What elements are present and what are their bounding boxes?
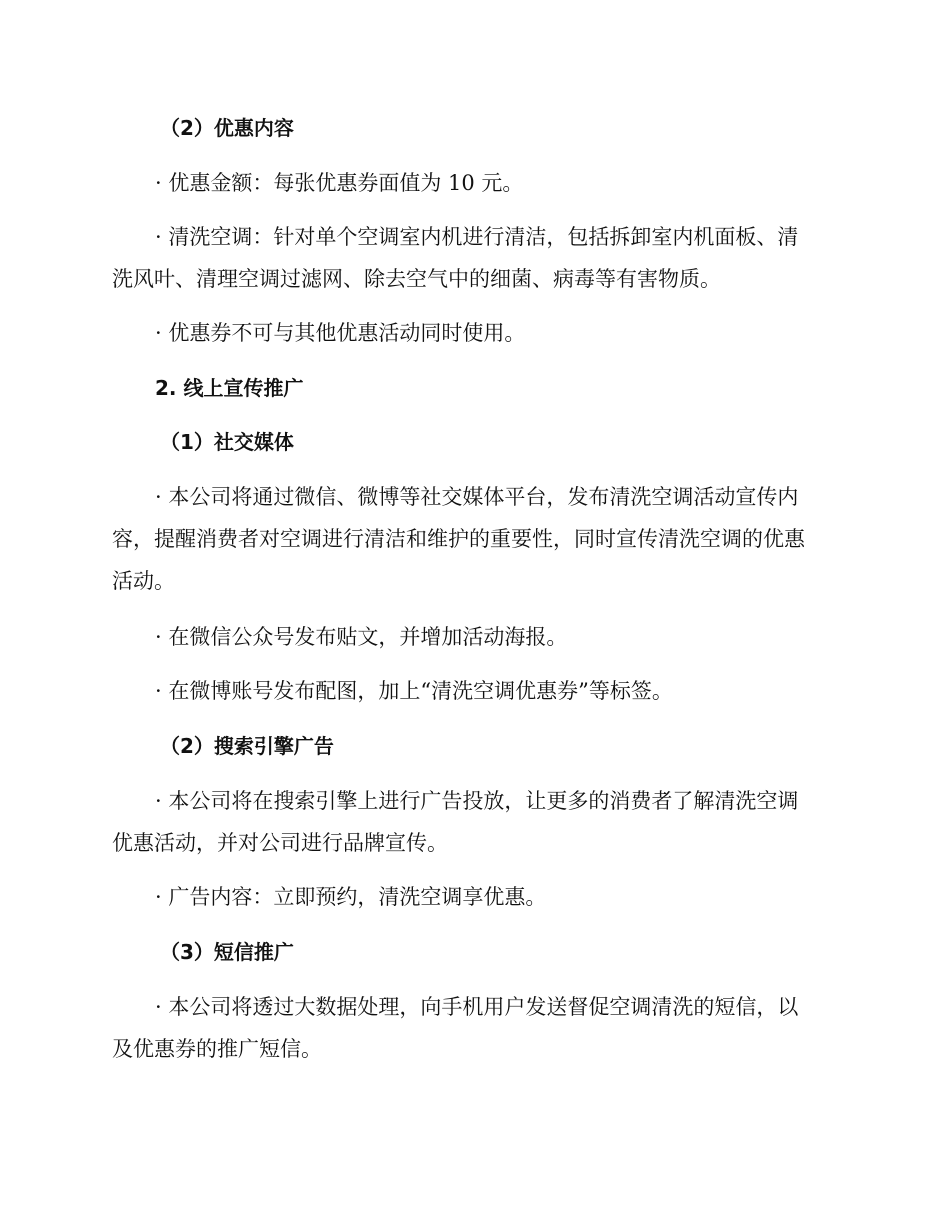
paragraph-line: · 本公司将通过微信、微博等社交媒体平台，发布清洗空调活动宣传内 bbox=[155, 485, 799, 509]
paragraph-line: · 本公司将透过大数据处理，向手机用户发送督促空调清洗的短信，以 bbox=[155, 995, 799, 1019]
paragraph-line: 洗风叶、清理空调过滤网、除去空气中的细菌、病毒等有害物质。 bbox=[112, 267, 721, 291]
section-heading-social-media: （1）社交媒体 bbox=[160, 430, 294, 454]
paragraph-line: · 清洗空调：针对单个空调室内机进行清洁，包括拆卸室内机面板、清 bbox=[155, 225, 799, 249]
section-heading-search-ads: （2）搜索引擎广告 bbox=[160, 734, 334, 758]
paragraph-line: · 广告内容：立即预约，清洗空调享优惠。 bbox=[155, 885, 547, 909]
paragraph-line: · 优惠券不可与其他优惠活动同时使用。 bbox=[155, 321, 526, 345]
section-heading-online-promotion: 2. 线上宣传推广 bbox=[155, 376, 304, 400]
section-heading-sms-promotion: （3）短信推广 bbox=[160, 940, 294, 964]
paragraph-line: 优惠活动，并对公司进行品牌宣传。 bbox=[112, 831, 448, 855]
paragraph-line: · 在微信公众号发布贴文，并增加活动海报。 bbox=[155, 625, 568, 649]
paragraph-line: 容，提醒消费者对空调进行清洁和维护的重要性，同时宣传清洗空调的优惠 bbox=[112, 527, 805, 551]
paragraph-line: · 在微博账号发布配图，加上“清洗空调优惠券”等标签。 bbox=[155, 679, 673, 703]
paragraph-line: 活动。 bbox=[112, 569, 175, 593]
paragraph-line: 及优惠券的推广短信。 bbox=[112, 1037, 322, 1061]
paragraph-line: · 本公司将在搜索引擎上进行广告投放，让更多的消费者了解清洗空调 bbox=[155, 789, 799, 813]
paragraph-line: · 优惠金额：每张优惠券面值为 10 元。 bbox=[155, 171, 524, 195]
section-heading-discount-content: （2）优惠内容 bbox=[160, 116, 294, 140]
